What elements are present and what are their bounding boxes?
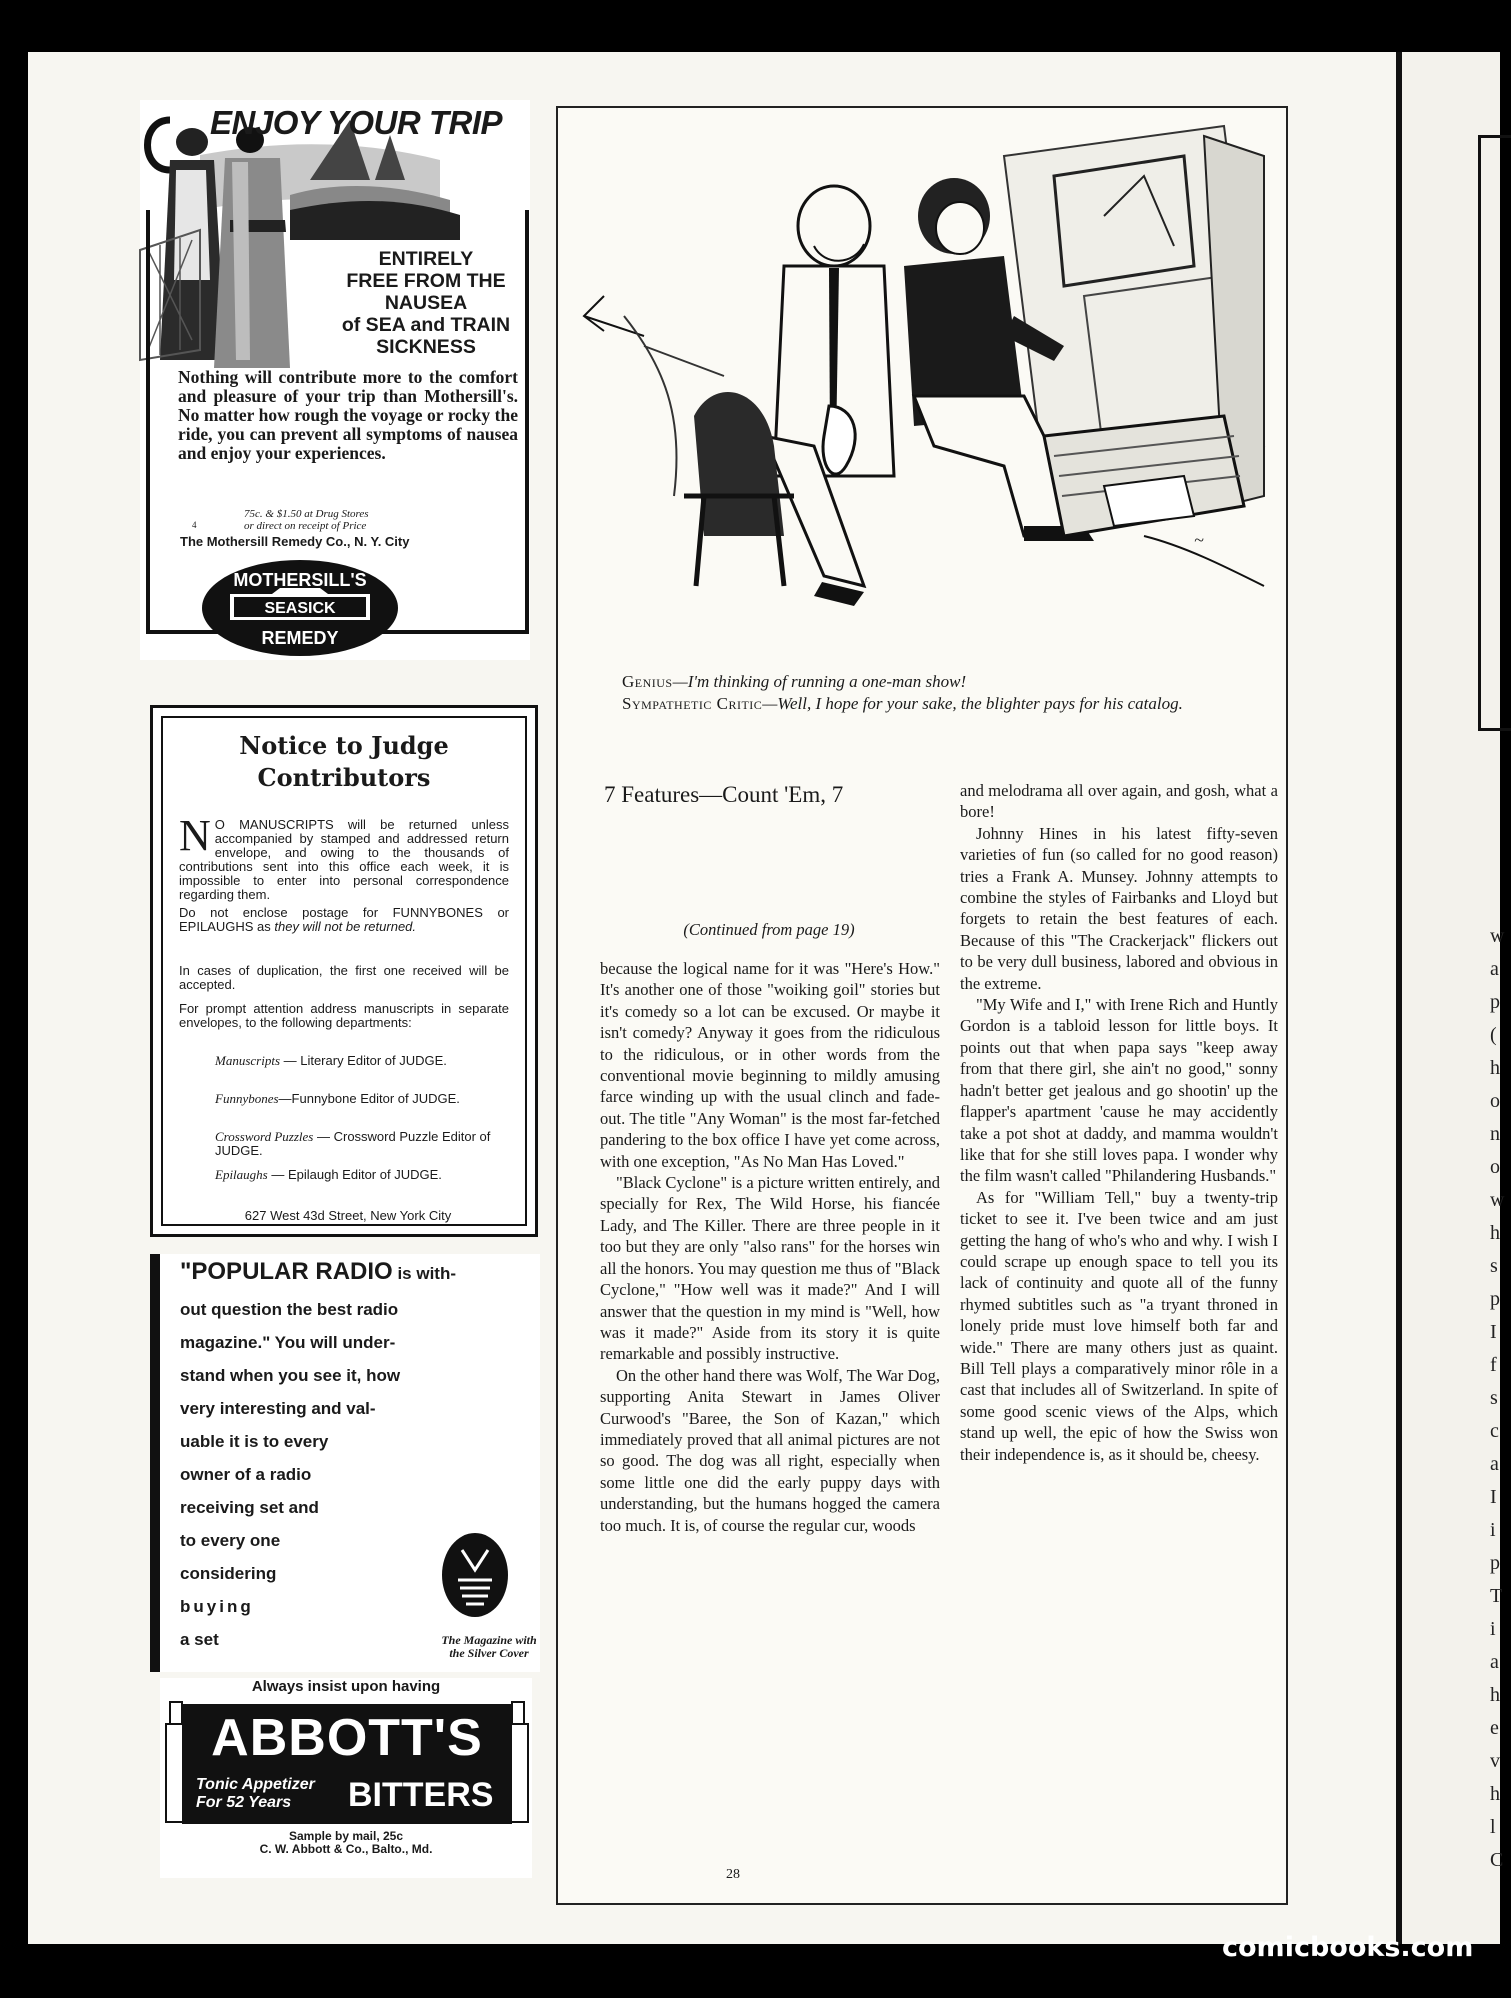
cartoon-caption: Genius—I'm thinking of running a one-man show! Sympathetic Critic—Well, I hope for your sake, the blighter pays for his catalog. xyxy=(622,672,1183,713)
ad-line: considering xyxy=(180,1564,277,1583)
notice-dept-funnybones: Funnybones—Funnybone Editor of JUDGE. xyxy=(215,1091,460,1106)
svg-text:~: ~ xyxy=(1194,530,1204,550)
ad-line: owner of a radio xyxy=(180,1465,312,1484)
facing-page-letter: h xyxy=(1490,1057,1500,1079)
ad-line: a set xyxy=(180,1630,219,1649)
notice-title: Notice to Judge Contributors xyxy=(239,731,449,792)
facing-page-letter: l xyxy=(1490,1816,1496,1838)
facing-page-letter: n xyxy=(1490,1123,1500,1145)
facing-page-letter: C xyxy=(1490,1849,1504,1871)
article-panel xyxy=(556,106,1288,1905)
mothersill-ad xyxy=(140,100,530,660)
ad-price: 75c. & $1.50 at Drug Stores or direct on receipt of Price xyxy=(244,508,369,532)
facing-page-letter: e xyxy=(1490,1717,1499,1739)
facing-page-letter: w xyxy=(1490,925,1505,947)
facing-page-text-fragments xyxy=(1490,920,1505,1877)
ad-body-text: Nothing will contribute more to the comfort and pleasure of your trip than Mothersill's. No matter how rough the voyage or rocky the ride, you can prevent all symptoms of nausea and enjoy your experiences. xyxy=(178,367,518,463)
article-paragraph: "My Wife and I," with Irene Rich and Huntly Gordon is a tabloid lesson for little boys. It points out that when papa says "keep away from that there girl, she ain't no good," sonny hadn't better get jealous and go shootin' up the flapper's apartment 'cause he may accidently take a pot shot at daddy, and mamma wouldn't like that for she still loves papa. I wonder why the film wasn't called "Philandering Husbands." xyxy=(960,995,1278,1186)
ad-tagline: Always insist upon having xyxy=(251,1678,441,1695)
facing-page-letter: s xyxy=(1490,1255,1498,1277)
article-title: 7 Features—Count 'Em, 7 xyxy=(604,782,844,807)
facing-page-letter: f xyxy=(1490,1354,1497,1376)
facing-page-letter: p xyxy=(1490,1288,1500,1310)
facing-page-letter: p xyxy=(1490,991,1500,1013)
article-column-right xyxy=(960,780,1278,1465)
facing-page-letter: h xyxy=(1490,1783,1500,1805)
facing-page-letter: o xyxy=(1490,1090,1500,1112)
facing-page-letter: a xyxy=(1490,958,1499,980)
facing-page-frame xyxy=(1478,135,1511,731)
ad-key-number: 4 xyxy=(192,520,197,530)
ad-line: stand when you see it, how xyxy=(180,1366,401,1385)
mothersill-seal-logo xyxy=(200,558,400,658)
svg-text:REMEDY: REMEDY xyxy=(261,628,339,648)
popular-radio-logo-icon xyxy=(440,1530,510,1620)
ad-tagline: The Magazine with the Silver Cover xyxy=(441,1633,537,1660)
facing-page-letter: v xyxy=(1490,1750,1500,1772)
abbotts-bitters-ad xyxy=(160,1678,532,1878)
facing-page-letter: a xyxy=(1490,1453,1499,1475)
ad-sample-offer: Sample by mail, 25c C. W. Abbott & Co., Balto., Md. xyxy=(259,1829,433,1856)
product-name: BITTERS xyxy=(348,1776,494,1814)
article-paragraph: As for "William Tell," buy a twenty-trip ticket to see it. I've been twice and am just getting the hang of who's who and why. I wish I could scrape up enough space to tell you its lack of continuity and quote all of the funny rhymed subtitles such as "a tryant throned in lonely pride must love himself both far and wide." There are many others just as quaint. Bill Tell plays a comparatively minor rôle in a cast that includes all of Switzerland. In spite of some good scenic views of the Alps, which stand up well, the epic of how the Swiss won their independence is, as it should be, cheesy. xyxy=(960,1187,1278,1464)
notice-paragraph-4: For prompt attention address manuscripts in separate envelopes, to the following departments: xyxy=(179,1001,509,1030)
ad-line: magazine." You will under- xyxy=(180,1333,396,1352)
popular-radio-ad xyxy=(150,1254,540,1672)
notice-to-contributors-ad xyxy=(150,705,538,1237)
ad-company: The Mothersill Remedy Co., N. Y. City xyxy=(180,534,410,549)
ad-line: buying xyxy=(180,1597,254,1616)
notice-paragraph-2: Do not enclose postage for FUNNYBONES or EPILAUGHS as they will not be returned. xyxy=(179,905,509,934)
article-paragraph: Johnny Hines in his latest fifty-seven varieties of fun (so called for no good reason) tries a Frank A. Munsey. Johnny attempts to combine the styles of Fairbanks and Lloyd but forgets to retain the best features of each. Because of this "The Crackerjack" flickers out to be very dull business, labored and obvious in the extreme. xyxy=(960,823,1278,993)
ad-side-bar xyxy=(150,1254,160,1672)
facing-page-letter: i xyxy=(1490,1519,1496,1541)
svg-text:MOTHERSILL'S: MOTHERSILL'S xyxy=(233,570,367,590)
facing-page-letter: s xyxy=(1490,1387,1498,1409)
ad-subhead: ENTIRELY FREE FROM THE NAUSEA of SEA and TRAIN SICKNESS xyxy=(341,248,511,358)
notice-dept-crossword: Crossword Puzzles — Crossword Puzzle Editor of JUDGE. xyxy=(215,1129,491,1158)
notice-paragraph-1: N O MANUSCRIPTS will be returned unless accompanied by stamped and addressed return envelope, and owing to the thousands of contributions sent into this office each week, it is impossible to enter into personal correspondence regarding them. xyxy=(179,811,509,902)
facing-page-letter: h xyxy=(1490,1222,1500,1244)
ad-line: uable it is to every xyxy=(180,1432,329,1451)
ad-line: very interesting and val- xyxy=(180,1399,376,1418)
brand-name: ABBOTT'S xyxy=(211,1709,483,1767)
cartoon-illustration xyxy=(584,116,1270,654)
facing-page-letter: ( xyxy=(1490,1024,1497,1046)
ad-line: receiving set and xyxy=(180,1498,319,1517)
notice-address: 627 West 43d Street, New York City xyxy=(244,1208,452,1223)
facing-page-letter: T xyxy=(1490,1585,1503,1607)
notice-dept-manuscripts: Manuscripts — Literary Editor of JUDGE. xyxy=(215,1053,447,1068)
facing-page-letter: I xyxy=(1490,1321,1497,1343)
notice-paragraph-3: In cases of duplication, the first one received will be accepted. xyxy=(179,963,509,992)
article-paragraph: On the other hand there was Wolf, The War Dog, supporting Anita Stewart in James Oliver Curwood's "Baree, the Son of Kazan," which immediately proved that all animal pictures are not so good. The dog was all right, especially when some little one did the early puppy days with understanding, but the humans hogged the camera too much. It is, of course the regular cur, woods xyxy=(600,1365,940,1535)
facing-page-letter: a xyxy=(1490,1651,1499,1673)
facing-page-letter: c xyxy=(1490,1420,1499,1442)
svg-text:SEASICK: SEASICK xyxy=(264,600,336,617)
notice-dept-epilaughs: Epilaughs — Epilaugh Editor of JUDGE. xyxy=(215,1167,442,1182)
article-paragraph: and melodrama all over again, and gosh, what a bore! xyxy=(960,781,1278,822)
ad-headline: ENJOY YOUR TRIP xyxy=(210,104,503,141)
article-paragraph: because the logical name for it was "Here's How." It's another one of those "woiking goil" stories but it's comedy so a lot can be excused. Or maybe it isn't comedy? Anyway it goes from the ridiculous to the ridiculous, or in other words from the conventional movie beginning to mildly amusing farce winding up with the usual clinch and fade-out. The title "Any Woman" is the most far-fetched pandering to the box office I have yet come across, with one exception, "As No Man Has Loved." xyxy=(600,959,940,1171)
ad-line: out question the best radio xyxy=(180,1300,399,1319)
ad-headline: "POPULAR RADIO is with- xyxy=(180,1258,456,1285)
facing-page-letter: h xyxy=(1490,1684,1500,1706)
ad-line: to every one xyxy=(180,1531,281,1550)
facing-page-letter: I xyxy=(1490,1486,1497,1508)
facing-page-letter: p xyxy=(1490,1552,1500,1574)
article-column-left xyxy=(600,958,940,1536)
article-paragraph: "Black Cyclone" is a picture written entirely, and specially for Rex, The Wild Horse, his fiancée Lady, and The Killer. There are three people in it too but they are only "also rans" for the horses win all the honors. You may question me thus of "Black Cyclone," "How well was it made?" And I will answer that the question in my mind is "Well, how was it made?" Aside from its story it is quite remarkable and possibly instructive. xyxy=(600,1173,940,1364)
article-continued-note: (Continued from page 19) xyxy=(683,920,855,939)
facing-page-letter: w xyxy=(1490,1189,1505,1211)
facing-page-letter: i xyxy=(1490,1618,1496,1640)
abbott-banner xyxy=(182,1704,512,1824)
brand-slogan: Tonic Appetizer For 52 Years xyxy=(196,1776,315,1811)
page-number: 28 xyxy=(726,1867,740,1882)
facing-page-letter: o xyxy=(1490,1156,1500,1178)
site-watermark: comicbooks.com xyxy=(1222,1932,1474,1963)
